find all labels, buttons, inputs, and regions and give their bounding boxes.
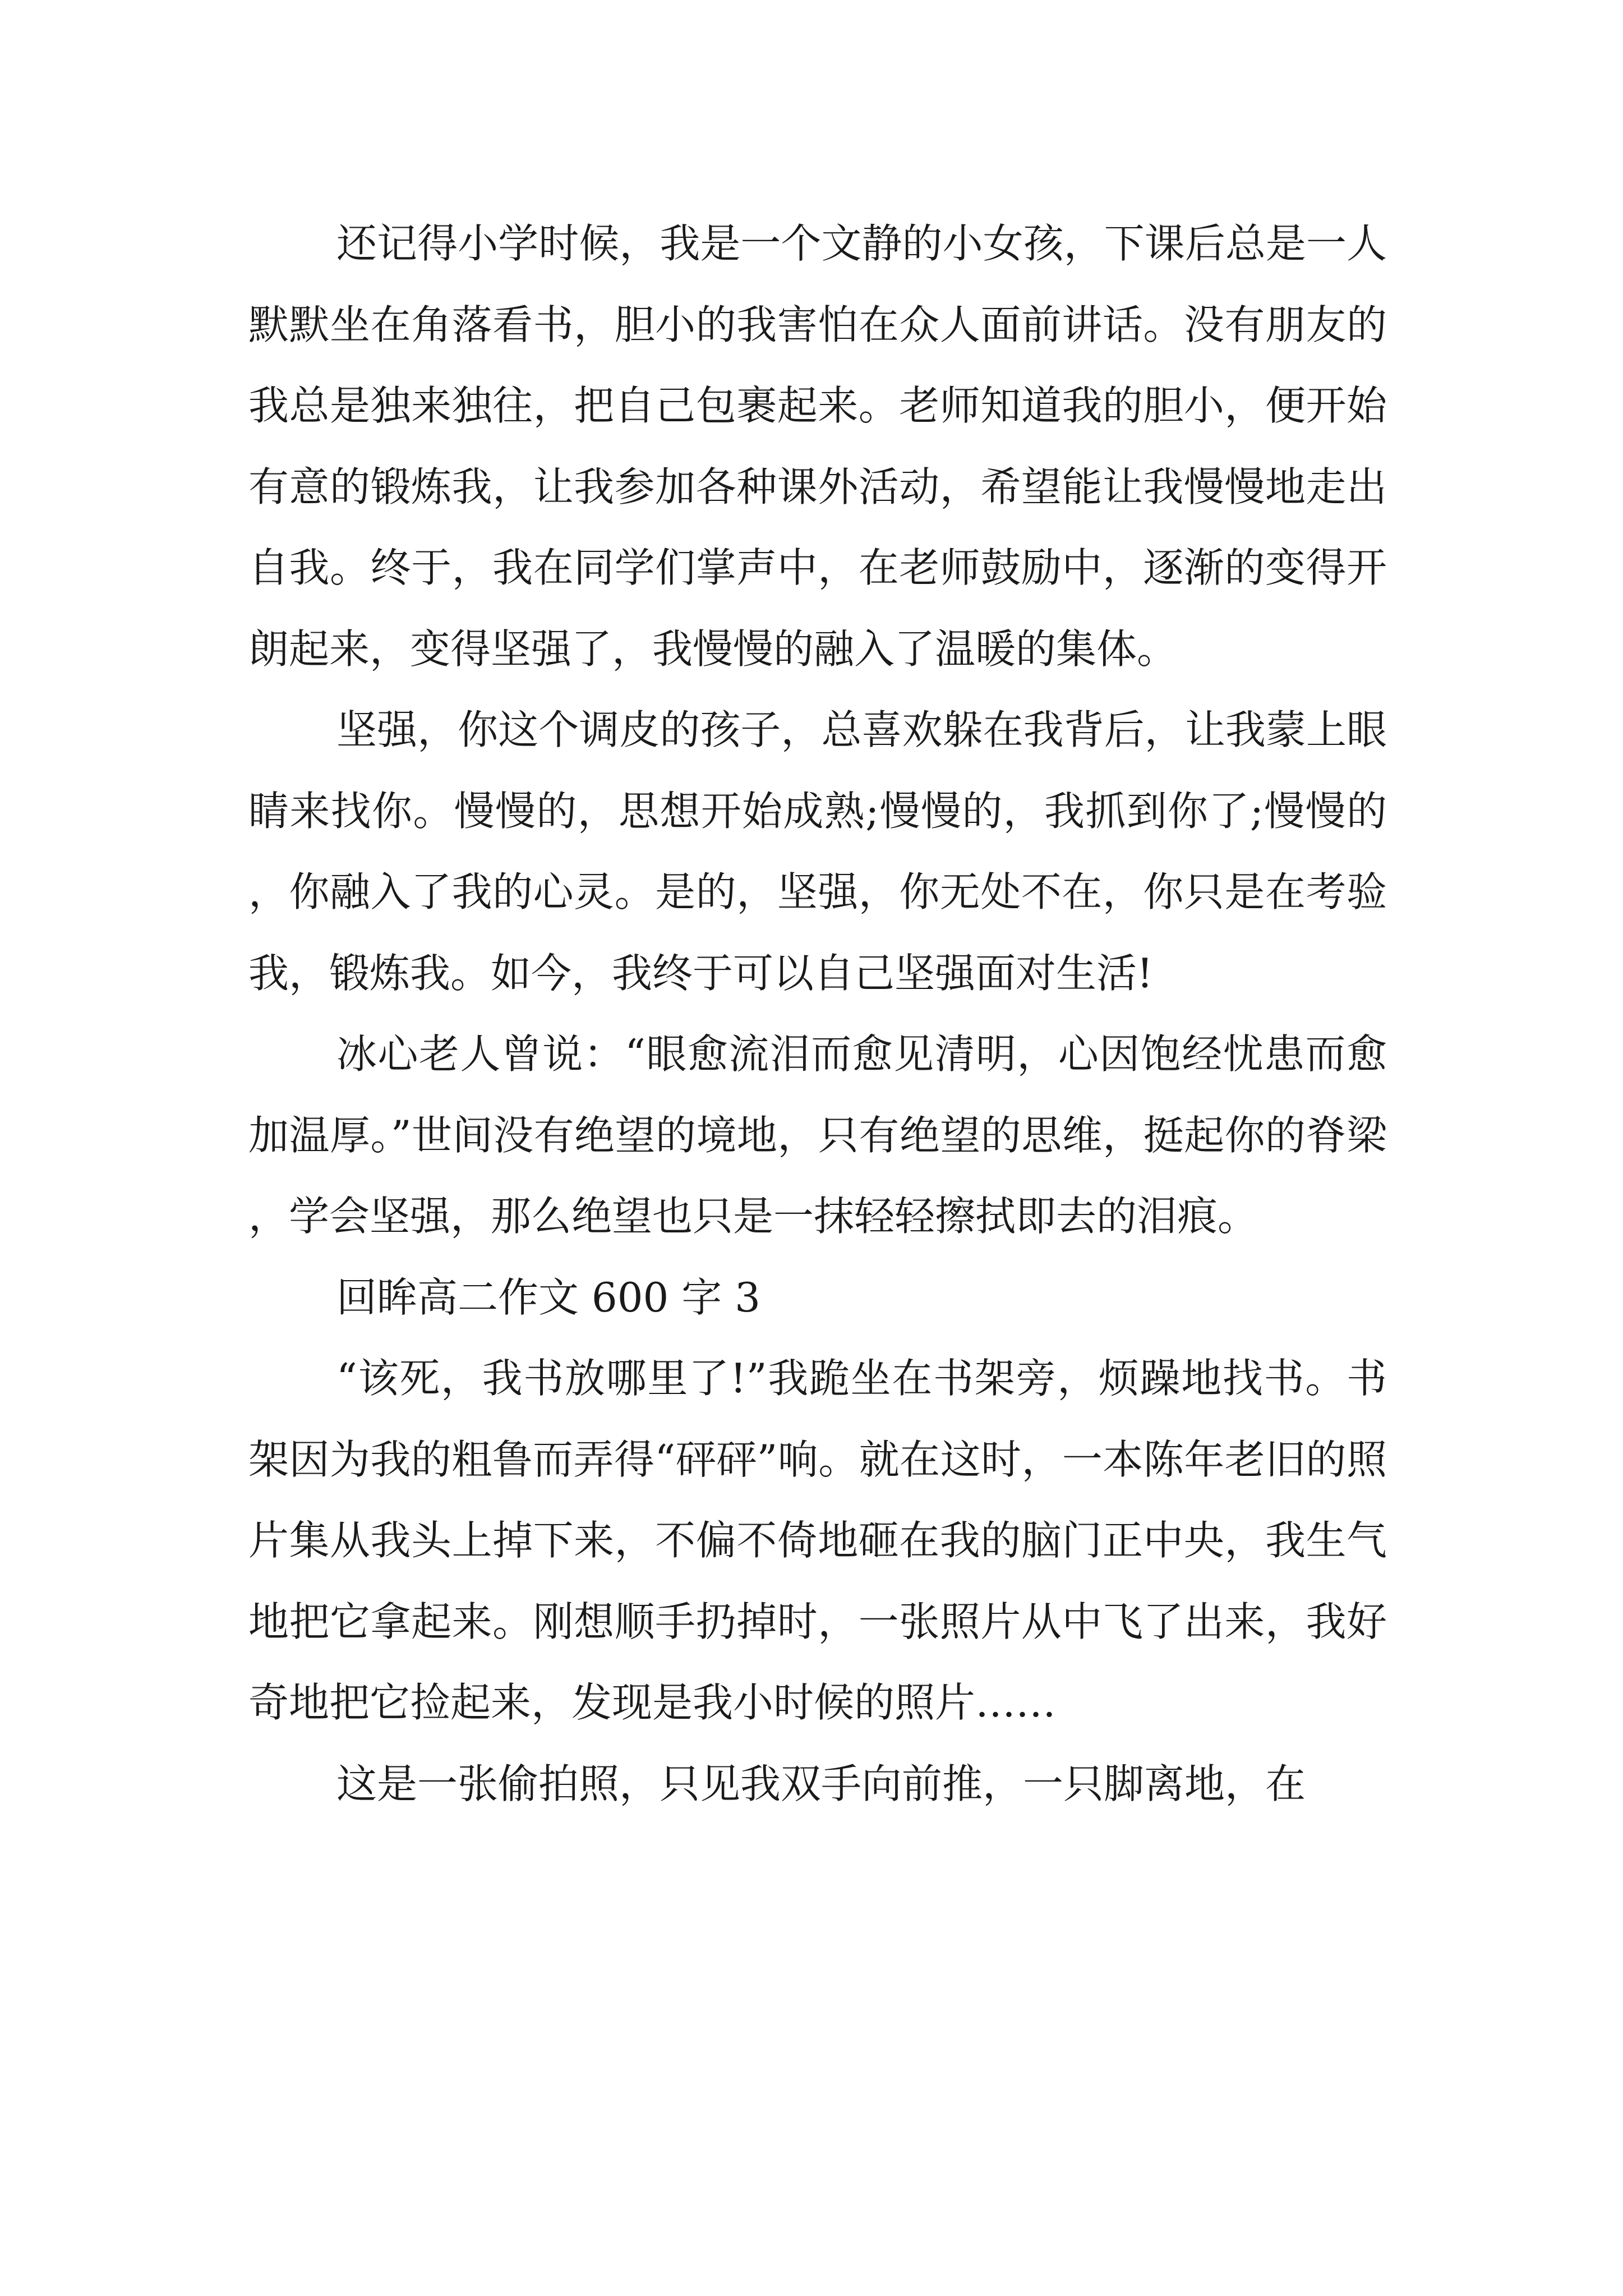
paragraph-strength: 坚强，你这个调皮的孩子，总喜欢躲在我背后，让我蒙上眼睛来找你。慢慢的，思想开始成熟;慢慢的，我抓到你了;慢慢的，你融入了我的心灵。是的，坚强，你无处不在，你只是在考验我，锻炼我。如今，我终于可以自己坚强面对生活!: [248, 706, 1387, 997]
document-body: [248, 203, 1387, 1824]
paragraph-bingxin-quote: 冰心老人曾说：“眼愈流泪而愈见清明，心因饱经忧患而愈加温厚。”世间没有绝望的境地，只有绝望的思维，挺起你的脊梁，学会坚强，那么绝望也只是一抹轻轻擦拭即去的泪痕。: [248, 1030, 1387, 1240]
section-heading: 回眸高二作文 600 字 3: [336, 1273, 760, 1321]
paragraph-bookshelf: “该死，我书放哪里了!”我跪坐在书架旁，烦躁地找书。书架因为我的粗鲁而弄得“砰砰”响。就在这时，一本陈年老旧的照片集从我头上掉下来，不偏不倚地砸在我的脑门正中央，我生气地把它拿起来。刚想顺手扔掉时，一张照片从中飞了出来，我好奇地把它捡起来，发现是我小时候的照片……: [248, 1355, 1387, 1726]
paragraph-childhood: 还记得小学时候，我是一个文静的小女孩，下课后总是一人默默坐在角落看书，胆小的我害怕在众人面前讲话。没有朋友的我总是独来独往，把自己包裹起来。老师知道我的胆小，便开始有意的锻炼我，让我参加各种课外活动，希望能让我慢慢地走出自我。终于，我在同学们掌声中，在老师鼓励中，逐渐的变得开朗起来，变得坚强了，我慢慢的融入了温暖的集体。: [248, 220, 1387, 673]
paragraph-photo: 这是一张偷拍照，只见我双手向前推，一只脚离地，在: [336, 1760, 1306, 1807]
